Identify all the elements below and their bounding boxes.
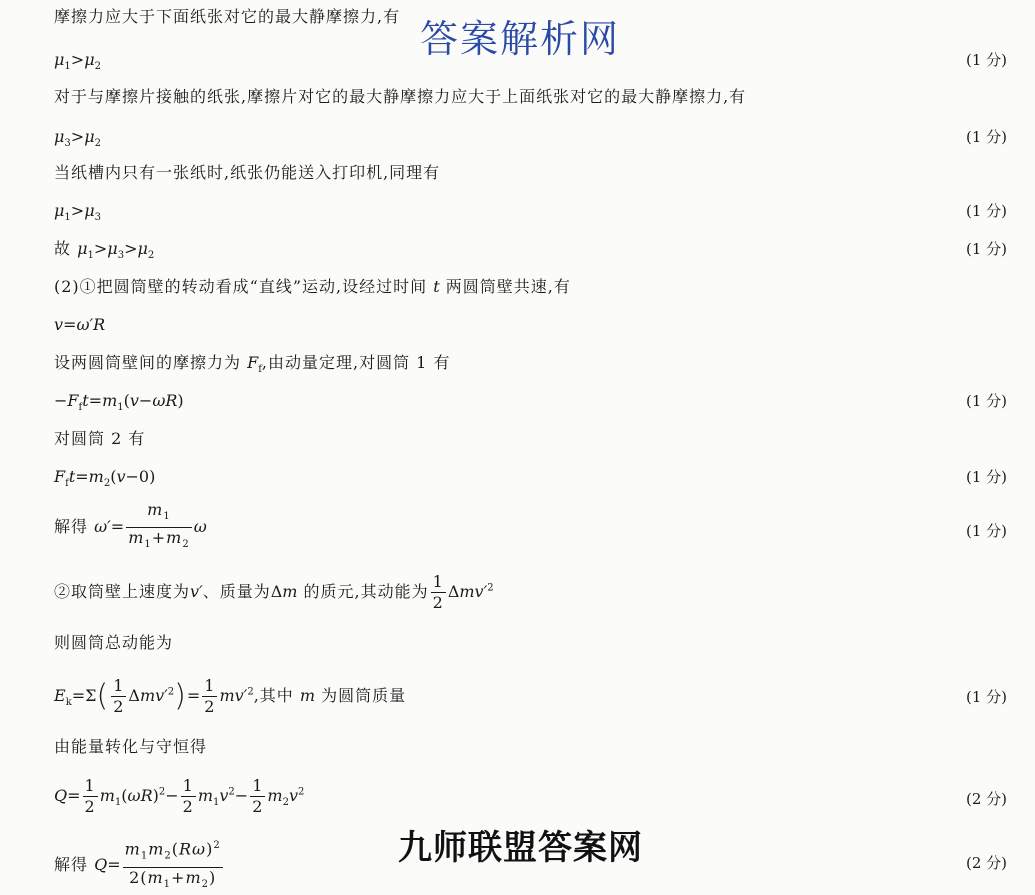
formula-v-omega-R: v=ω′R <box>54 315 106 334</box>
formula-mu1-gt-mu2: $\mu_1>\mu_2$ <box>54 50 101 73</box>
score-1: (1 分) <box>965 51 1007 69</box>
formula-omega-prime: 解得 ω′= $\frac{m_1}{m_1+m_2}$ ω <box>54 500 207 555</box>
score-10: (2 分) <box>965 854 1007 872</box>
score-3: (1 分) <box>965 202 1007 220</box>
score-9: (2 分) <box>965 790 1007 808</box>
text-line-15: ②取筒壁上速度为v′、质量为Δm 的质元,其动能为 $\frac{1}{2}$ $\Delta mv'^2$ <box>54 572 494 612</box>
text-line-5: 当纸槽内只有一张纸时,纸张仍能送入打印机,同理有 <box>54 163 441 182</box>
formula-conclusion: 故 $\mu_1>\mu_3>\mu_2$ <box>54 239 155 262</box>
watermark-top: 答案解析网 <box>420 17 621 61</box>
text-line-8: (2)①把圆筒壁的转动看成“直线”运动,设经过时间 t 两圆筒壁共速,有 <box>54 277 571 296</box>
formula-kinetic-energy: $E_k=\Sigma$( $\frac{1}{2}$ $\Delta mv'^2)=$ $\frac{1}{2}$ $mv'^2$,其中 m 为圆筒质量 <box>54 676 407 716</box>
formula-Q-result: 解得 Q= $\frac{m_1m_2(R\omega)^2}{2(m_1+m_2)}$ <box>54 836 225 895</box>
formula-mu3-gt-mu2: $\mu_3>\mu_2$ <box>54 127 101 150</box>
score-8: (1 分) <box>965 688 1007 706</box>
text-line-16: 则圆筒总动能为 <box>54 633 174 652</box>
text-line-3: 对于与摩擦片接触的纸张,摩擦片对它的最大静摩擦力应大于上面纸张对它的最大静摩擦力,有 <box>54 87 747 106</box>
text-line-1: 摩擦力应大于下面纸张对它的最大静摩擦力,有 <box>54 7 401 26</box>
formula-momentum-1: $-F_ft=m_1(v-\omega R)$ <box>54 391 184 414</box>
score-5: (1 分) <box>965 392 1007 410</box>
text-line-18: 由能量转化与守恒得 <box>54 737 208 756</box>
score-4: (1 分) <box>965 240 1007 258</box>
formula-mu1-gt-mu3: $\mu_1>\mu_3$ <box>54 201 101 224</box>
formula-momentum-2: $F_ft=m_2(v-0)$ <box>54 467 156 490</box>
score-2: (1 分) <box>965 128 1007 146</box>
score-7: (1 分) <box>965 522 1007 540</box>
text-line-12: 对圆筒 2 有 <box>54 429 146 448</box>
score-6: (1 分) <box>965 468 1007 486</box>
formula-energy-conservation: Q= $\frac{1}{2}$ $m_1(\omega R)^2-$ $\frac{1}{2}$ $m_1v^2-$ $\frac{1}{2}$ $m_2v^2$ <box>54 776 305 816</box>
watermark-bottom: 九师联盟答案网 <box>398 828 643 868</box>
text-line-10: 设两圆筒壁间的摩擦力为 $F_f$,由动量定理,对圆筒 1 有 <box>54 353 451 376</box>
